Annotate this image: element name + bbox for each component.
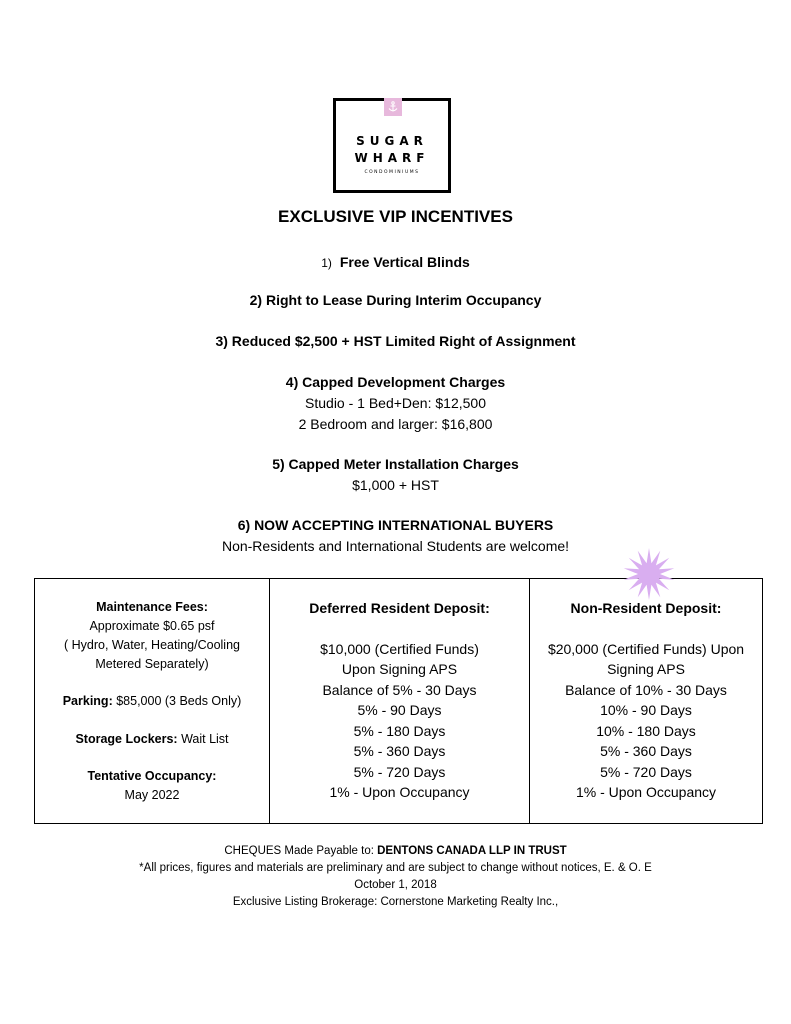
sugar-wharf-logo [333, 98, 451, 193]
tentative-occupancy-label: Tentative Occupancy: [87, 769, 217, 783]
resident-deposit-heading: Deferred Resident Deposit: [309, 600, 490, 616]
storage-lockers-label: Storage Lockers: [75, 732, 178, 746]
maintenance-fees-line-1: Approximate $0.65 psf [89, 619, 215, 633]
storage-lockers-row [35, 732, 269, 746]
document-date: October 1, 2018 [354, 879, 437, 891]
incentive-3: 3) Reduced $2,500 + HST Limited Right of Assignment [215, 333, 576, 349]
non-resident-deposit-line: Balance of 10% - 30 Days [565, 682, 727, 698]
resident-deposit-line: 5% - 90 Days [357, 702, 442, 718]
maintenance-fees-line-3: Metered Separately) [95, 657, 209, 671]
resident-deposit-column [270, 579, 530, 823]
non-resident-deposit-line: 10% - 180 Days [596, 723, 696, 739]
non-resident-deposit-heading: Non-Resident Deposit: [570, 600, 722, 616]
incentive-6-line-1: Non-Residents and International Students are welcome! [221, 538, 570, 554]
page-title: EXCLUSIVE VIP INCENTIVES [278, 207, 513, 226]
parking-row [35, 694, 269, 708]
incentive-1-number: 1) [321, 256, 332, 270]
cheques-line [0, 845, 791, 857]
incentive-4-line-1: Studio - 1 Bed+Den: $12,500 [305, 395, 486, 411]
incentive-4-line-2: 2 Bedroom and larger: $16,800 [298, 416, 493, 432]
non-resident-deposit-line: $20,000 (Certified Funds) Upon [547, 641, 745, 657]
cheques-prefix: CHEQUES Made Payable to: [224, 845, 378, 857]
resident-deposit-line: 5% - 180 Days [353, 723, 446, 739]
maintenance-fees-line-2: ( Hydro, Water, Heating/Cooling [63, 638, 240, 652]
incentive-1 [0, 254, 791, 270]
incentive-5-title: 5) Capped Meter Installation Charges [272, 456, 519, 472]
non-resident-deposit-line: 5% - 720 Days [600, 764, 692, 780]
incentive-1-text: Free Vertical Blinds [339, 254, 470, 270]
parking-label: Parking: [62, 694, 113, 708]
storage-lockers-value: Wait List [177, 732, 229, 746]
logo-text-condominiums: CONDOMINIUMS [364, 170, 420, 175]
non-resident-deposit-column [530, 579, 762, 823]
anchor-icon [384, 98, 402, 116]
cheques-payee: DENTONS CANADA LLP IN TRUST [377, 845, 567, 857]
maintenance-fees-label: Maintenance Fees: [96, 600, 208, 614]
incentive-4-title: 4) Capped Development Charges [285, 374, 506, 390]
brokerage: Exclusive Listing Brokerage: Cornerstone Marketing Realty Inc., [232, 896, 559, 908]
resident-deposit-line: Balance of 5% - 30 Days [322, 682, 477, 698]
non-resident-deposit-line: 10% - 90 Days [600, 702, 692, 718]
resident-deposit-line: 1% - Upon Occupancy [329, 784, 470, 800]
incentive-5-line-1: $1,000 + HST [352, 477, 439, 493]
disclaimer: *All prices, figures and materials are preliminary and are subject to change without notices, E. & O. E [139, 862, 652, 874]
logo-text-wharf: WHARF [354, 151, 430, 165]
resident-deposit-line: $10,000 (Certified Funds) [320, 641, 479, 657]
incentive-6-title: 6) NOW ACCEPTING INTERNATIONAL BUYERS [237, 517, 554, 533]
resident-deposit-line: 5% - 360 Days [353, 743, 446, 759]
starburst-icon [623, 548, 675, 600]
resident-deposit-line: Upon Signing APS [341, 661, 458, 677]
fees-column [35, 579, 270, 823]
resident-deposit-line: 5% - 720 Days [353, 764, 446, 780]
parking-value: $85,000 (3 Beds Only) [112, 694, 242, 708]
incentive-2: 2) Right to Lease During Interim Occupancy [249, 292, 542, 308]
logo-text-sugar: SUGAR [356, 134, 428, 148]
non-resident-deposit-line: 5% - 360 Days [600, 743, 692, 759]
tentative-occupancy-value: May 2022 [124, 788, 180, 802]
non-resident-deposit-line: Signing APS [607, 661, 685, 677]
non-resident-deposit-line: 1% - Upon Occupancy [575, 784, 717, 800]
deposit-table [34, 578, 763, 824]
